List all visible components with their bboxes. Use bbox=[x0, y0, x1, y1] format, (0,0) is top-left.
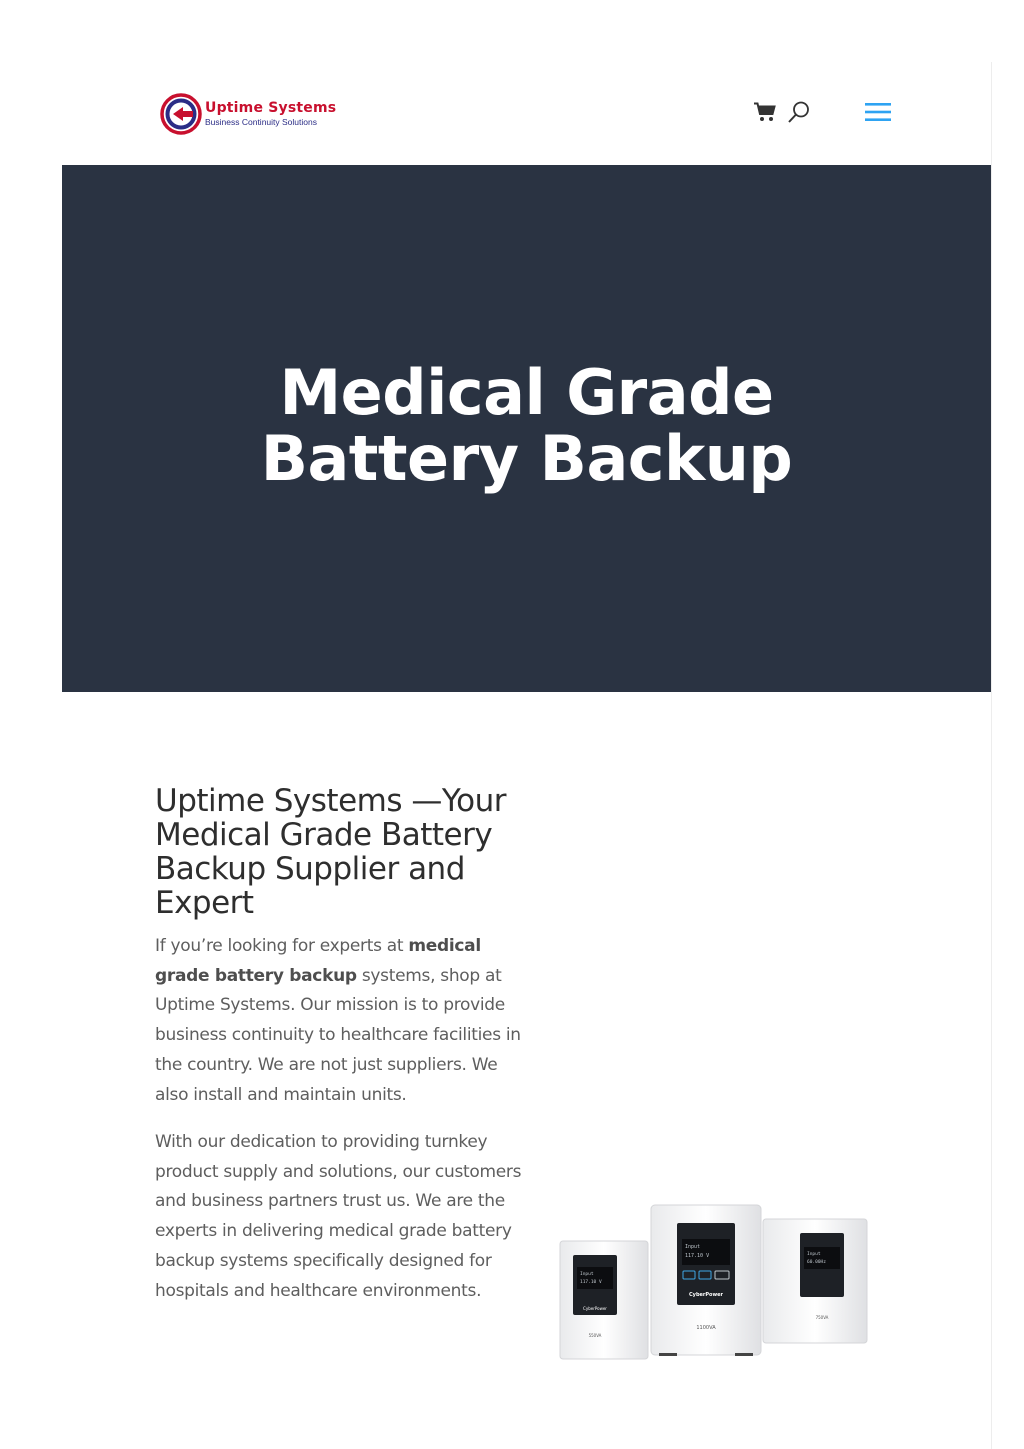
logo-mark-icon bbox=[159, 92, 203, 136]
ups-unit-center bbox=[651, 1205, 761, 1356]
shopping-cart-icon[interactable] bbox=[754, 102, 776, 122]
lcd-input-left: Input bbox=[580, 1272, 594, 1277]
intro-text-start: If you’re looking for experts at bbox=[155, 936, 409, 956]
lcd-input-right: Input bbox=[807, 1252, 821, 1257]
logo-title: Uptime Systems bbox=[205, 100, 337, 117]
intro-paragraph bbox=[155, 932, 530, 1110]
ups-unit-right bbox=[763, 1219, 867, 1343]
site-header bbox=[62, 62, 991, 165]
ups-unit-left bbox=[560, 1241, 648, 1359]
hero-title-line-2: Battery Backup bbox=[260, 422, 793, 495]
hero-banner bbox=[62, 165, 991, 692]
intro-text-bold: medical grade battery backup bbox=[155, 936, 481, 986]
unit-label-center: 1100VA bbox=[696, 1325, 716, 1331]
lcd-value-center: 117.10 V bbox=[685, 1253, 710, 1259]
search-icon[interactable] bbox=[787, 100, 811, 124]
lcd-input-center: Input bbox=[685, 1244, 701, 1250]
lcd-value-left: 117.10 V bbox=[580, 1280, 602, 1285]
unit-label-left: 550VA bbox=[588, 1333, 602, 1338]
unit-label-right: 750VA bbox=[815, 1315, 829, 1320]
logo-subtitle: Business Continuity Solutions bbox=[205, 117, 317, 128]
hero-title-line-1: Medical Grade bbox=[279, 356, 774, 429]
hamburger-menu-icon[interactable] bbox=[864, 101, 892, 123]
dedication-paragraph: With our dedication to providing turnkey product supply and solutions, our customers and business partners trust us. We are the experts in delivering medical grade battery backup systems specifically designed for hospitals and healthcare environments. bbox=[155, 1132, 522, 1301]
site-logo[interactable] bbox=[159, 91, 339, 137]
ups-product-image bbox=[555, 1195, 875, 1365]
hero-title bbox=[62, 356, 991, 495]
brand-left: CyberPower bbox=[583, 1306, 607, 1311]
section-heading: Uptime Systems —Your Medical Grade Battery Backup Supplier and Expert bbox=[155, 783, 507, 921]
brand-center: CyberPower bbox=[689, 1292, 723, 1298]
lcd-freq-right: 60.00Hz bbox=[807, 1260, 826, 1265]
intro-text-end: systems, shop at Uptime Systems. Our mission is to provide business continuity to healthcare facilities in the country. We are not just suppliers. We also install and maintain units. bbox=[155, 965, 521, 1105]
